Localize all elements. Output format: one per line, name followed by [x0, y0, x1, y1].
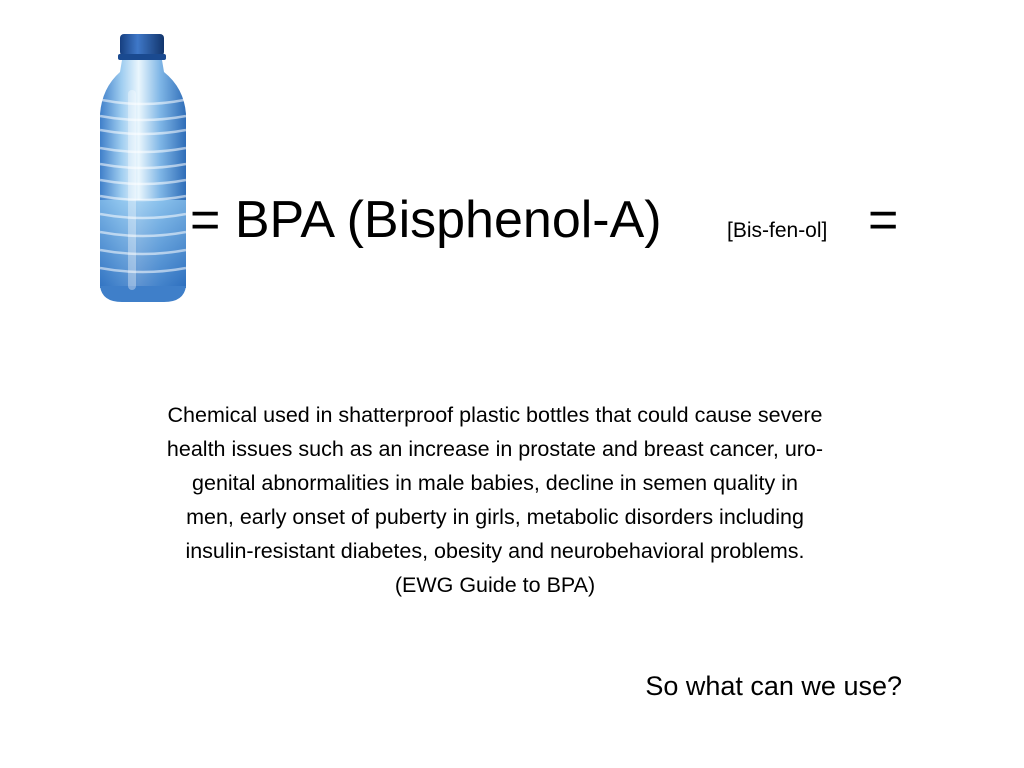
source-citation: (EWG Guide to BPA)	[394, 573, 596, 597]
description-line: health issues such as an increase in prostate and breast cancer, uro-	[166, 437, 824, 461]
equals-sign: =	[868, 191, 899, 249]
pronunciation-note: [Bis-fen-ol]	[727, 219, 828, 242]
description-line: insulin-resistant diabetes, obesity and neurobehavioral problems.	[185, 539, 805, 563]
description-paragraph	[90, 398, 900, 602]
question-text: So what can we use?	[645, 671, 902, 701]
description-line: Chemical used in shatterproof plastic bottles that could cause severe	[167, 403, 823, 427]
description-line: men, early onset of puberty in girls, metabolic disorders including	[186, 505, 804, 529]
description-line: genital abnormalities in male babies, decline in semen quality in	[192, 471, 798, 495]
slide-heading: = BPA (Bisphenol-A)	[190, 191, 662, 249]
water-bottle-icon	[92, 30, 198, 306]
